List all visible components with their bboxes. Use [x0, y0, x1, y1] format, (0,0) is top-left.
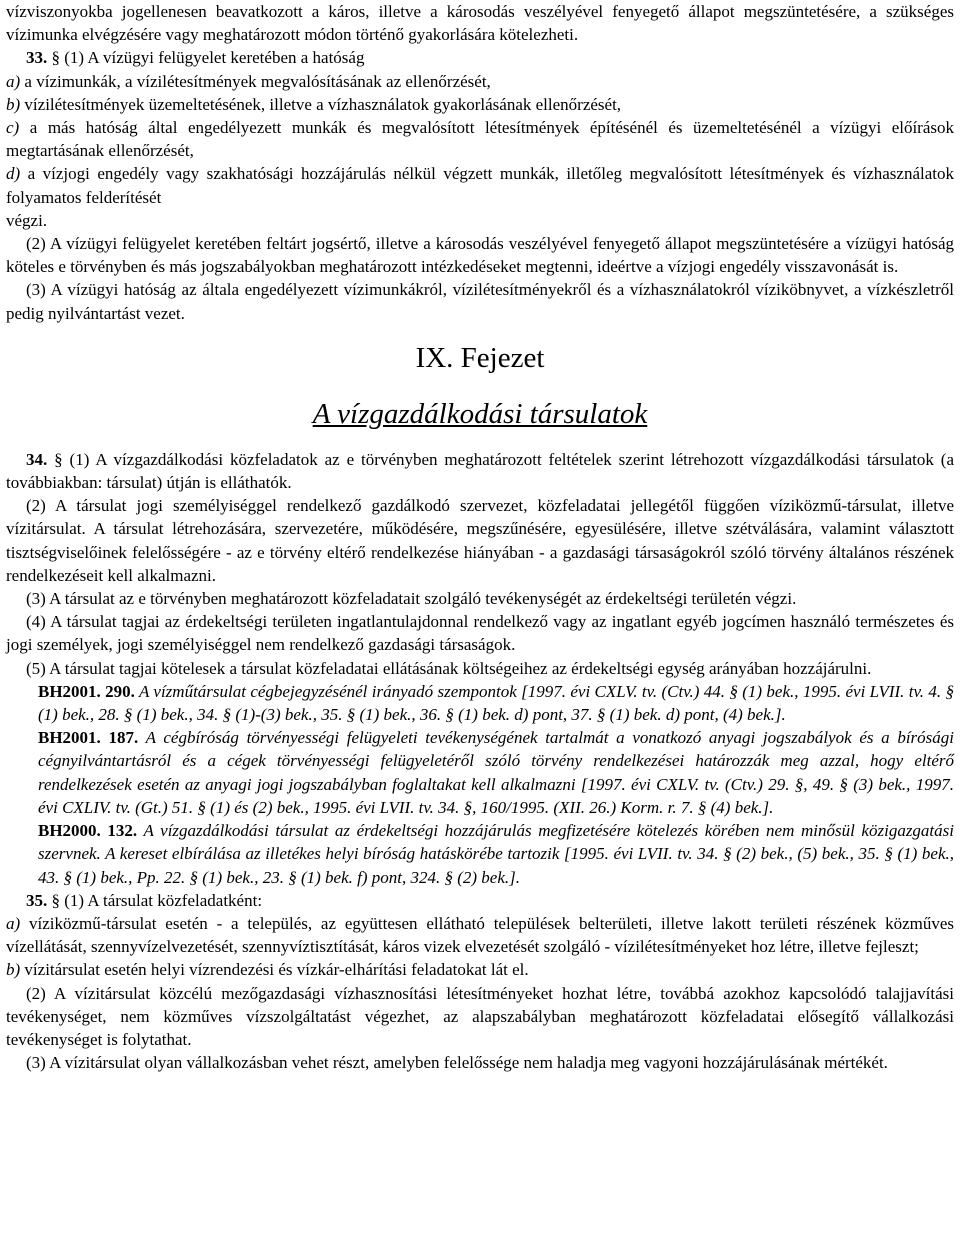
section-34-para-4: (4) A társulat tagjai az érdekeltségi területen ingatlantulajdonnal rendelkező vagy az ingatlant egyéb jogcímen használó természetes és jogi személyek, jogi személyiséggel nem rendelkező gazdasági társaságok.	[6, 612, 954, 655]
item-label: b)	[6, 960, 21, 980]
decision-number: BH2001. 290.	[38, 681, 135, 701]
section-text: § (1) A társulat közfeladatként:	[51, 890, 263, 910]
item-text: a vízimunkák, a vízilétesítmények megvalósításának az ellenőrzését,	[24, 71, 491, 91]
list-item-c	[6, 116, 954, 162]
section-number: 34.	[26, 449, 48, 469]
section-34-para-5: (5) A társulat tagjai kötelesek a társulat közfeladatai ellátásának költségeihez az érdekeltségi egység arányában hozzájárulni.	[26, 658, 872, 678]
decision-text: A vízműtársulat cégbejegyzésénél irányadó szempontok [1997. évi CXLV. tv. (Ctv.) 44. § (1) bek., 1995. évi LVII. tv. 4. § (1) bek., 28. § (1) bek., 34. § (1)-(3) bek., 35. § (1) bek., 36. § (1) bek. d) pont, 37. § (1) bek. d) pont, (4) bek.].	[38, 681, 955, 725]
section-number: 33.	[26, 48, 48, 68]
item-text: a vízjogi engedély vagy szakhatósági hozzájárulás nélkül végzett munkák, illetőleg megvalósított létesítmények és vízhasználatok folyamatos felderítését	[6, 164, 955, 207]
section-number: 35.	[26, 890, 48, 910]
list-item-b	[6, 93, 954, 116]
decision-text: A cégbíróság törvényességi felügyeleti tevékenységének tartalmát a vonatkozó anyagi jogszabályok és a bírósági cégnyilvántartásról és a cégek törvényességi felügyeletéről szóló törvény rendelkezései határozzák meg azzal, hogy eltérő rendelkezések esetén az anyagi jogi jogszabályban foglaltakat kell alkalmazni [1997. évi CXLV. tv. (Ctv.) 29. §, 49. § (3) bek., 1997. évi CXLIV. tv. (Gt.) 51. § (1) és (2) bek., 1995. évi LVII. tv. 34. §, 160/1995. (XII. 26.) Korm. r. 7. § (4) bek.].	[38, 728, 954, 817]
chapter-heading: IX. Fejezet	[415, 341, 545, 374]
court-decision	[6, 680, 954, 726]
section-text: § (1) A vízügyi felügyelet keretében a hatóság	[51, 48, 365, 68]
item-label: c)	[6, 118, 20, 138]
decision-number: BH2000. 132.	[38, 821, 138, 841]
section-33-closing: végzi.	[6, 210, 48, 230]
item-label: a)	[6, 913, 21, 933]
chapter-title: A vízgazdálkodási társulatok	[312, 397, 648, 430]
court-decision	[6, 819, 954, 889]
section-34-para-1	[6, 448, 954, 494]
item-text: a más hatóság által engedélyezett munkák és megvalósított létesítmények építésénél és üzemeltetésénél a vízügyi előírások megtartásának ellenőrzését,	[6, 118, 955, 161]
section-34-para-2: (2) A társulat jogi személyiséggel rendelkező gazdálkodó szervezet, közfeladatai jellegétől függően víziközmű-társulat, illetve vízitársulat. A társulat létrehozására, szervezetére, működésére, megszűnésére, egyesülésére, illetve szétválására, valamint választott tisztségviselőinek felelősségére - az e törvény eltérő rendelkezése hiányában - a gazdasági társaságokról szóló törvény általános részének rendelkezéseit kell alkalmazni.	[6, 496, 954, 585]
list-item-b	[6, 958, 954, 981]
section-33-para-3: (3) A vízügyi hatóság az általa engedélyezett vízimunkákról, vízilétesítményekről és a vízhasználatokról víziköbnyvet, a vízkészletről pedig nyilvántartást vezet.	[6, 280, 954, 323]
item-text: víziközmű-társulat esetén - a település, az együttesen ellátható települések belterületi, illetve lakott területi részének közműves vízellátását, szennyvízelvezetését, szennyvíztisztítását, káros vizek elvezetését szolgáló - vízilétesítményeket hoz létre, illetve fejleszt;	[6, 913, 954, 957]
item-text: vízilétesítmények üzemeltetésének, illetve a vízhasználatok gyakorlásának ellenőrzését,	[24, 94, 622, 114]
section-33-intro	[6, 46, 954, 69]
section-35-intro	[6, 889, 954, 912]
section-text: § (1) A vízgazdálkodási közfeladatok az e törvényben meghatározott feltételek szerint létrehozott vízgazdálkodási társulatok (a továbbiakban: társulat) útján is elláthatók.	[6, 449, 955, 493]
section-35-para-3: (3) A vízitársulat olyan vállalkozásban vehet részt, amelyben felelőssége nem haladja meg vagyoni hozzájárulásának mértékét.	[26, 1053, 888, 1073]
decision-number: BH2001. 187.	[38, 728, 139, 748]
decision-text: A vízgazdálkodási társulat az érdekeltségi hozzájárulás megfizetésére kötelezés körében nem minősül közigazgatási szervnek. A kereset elbírálása az illetékes helyi bíróság hatáskörébe tartozik [1995. évi LVII. tv. 34. § (2) bek., (5) bek., 35. § (1) bek., 43. § (1) bek., Pp. 22. § (1) bek., 23. § (1) bek. f) pont, 324. § (2) bek.].	[38, 821, 954, 887]
section-33-para-2: (2) A vízügyi felügyelet keretében feltárt jogsértő, illetve a károsodás veszélyével fenyegető állapot megszüntetésére a vízügyi hatóság köteles e törvényben és más jogszabályokban meghatározott intézkedéseket megtenni, ideértve a vízjogi engedély visszavonását is.	[6, 234, 954, 277]
item-text: vízitársulat esetén helyi vízrendezési és vízkár-elhárítási feladatokat lát el.	[24, 960, 529, 980]
paragraph-continuation: vízviszonyokba jogellenesen beavatkozott a káros, illetve a károsodás veszélyével fenyegető állapot megszüntetésére, a szükséges vízimunka elvégzésére vagy meghatározott módon történő gyakorlására kötelezheti.	[6, 2, 954, 45]
item-label: a)	[6, 71, 21, 91]
section-34-para-3: (3) A társulat az e törvényben meghatározott közfeladatait szolgáló tevékenységét az érdekeltségi területén végzi.	[26, 589, 797, 609]
section-35-para-2: (2) A vízitársulat közcélú mezőgazdasági vízhasznosítási létesítményeket hozhat létre, továbbá azokhoz kapcsolódó talajjavítási tevékenységet, nem közműves vízszolgáltatást végezhet, az alapszabályban meghatározott közfeladatai elősegítő vállalkozási tevékenységet is folytathat.	[6, 983, 954, 1049]
item-label: b)	[6, 94, 21, 114]
list-item-d	[6, 162, 954, 208]
list-item-a	[6, 70, 954, 93]
item-label: d)	[6, 164, 21, 184]
court-decision	[6, 726, 954, 819]
list-item-a	[6, 912, 954, 958]
